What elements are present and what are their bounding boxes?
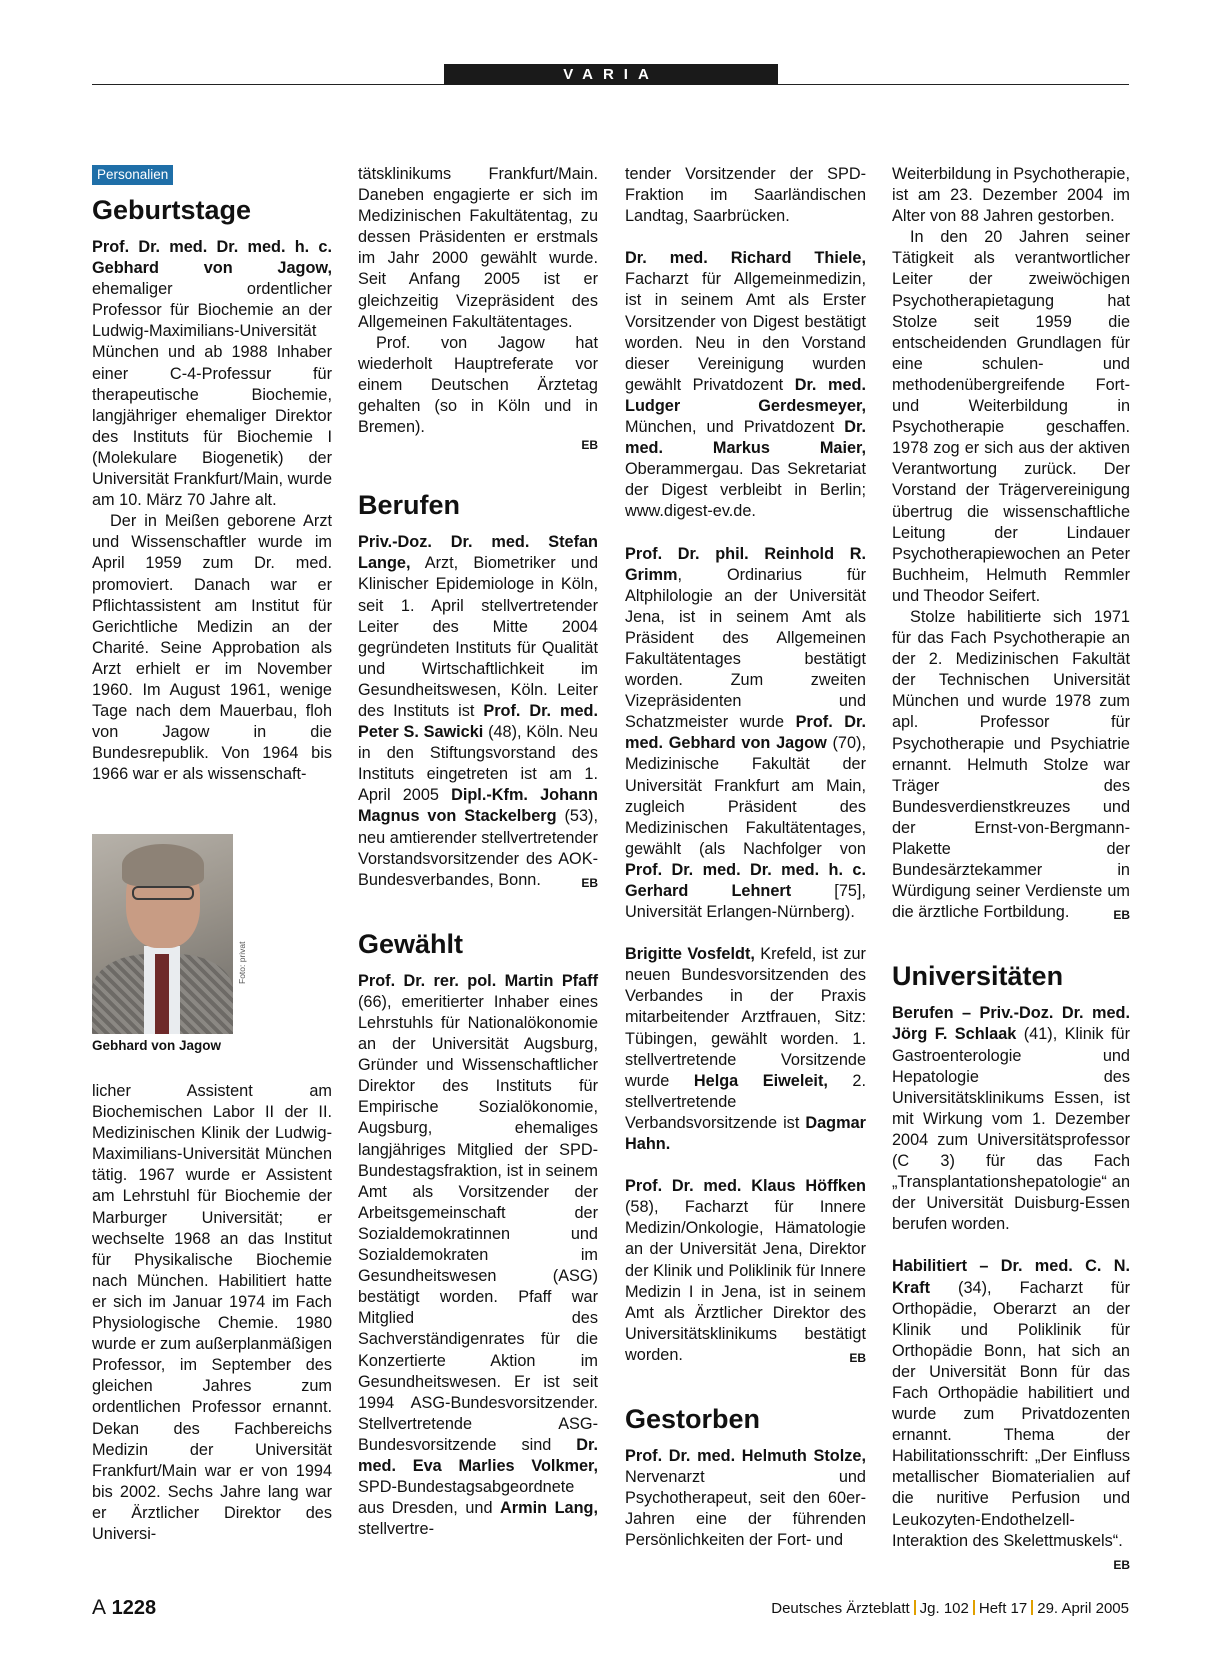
journal-date: 29. April 2005 (1037, 1600, 1129, 1617)
column-2 (358, 164, 598, 1540)
section-header-bar: VARIA (444, 64, 778, 85)
paragraph-jagow-referate: Prof. von Jagow hat wiederholt Hauptreferate vor einem Deutschen Ärztetag gehalten (so in Köln und in Bremen). (358, 333, 598, 437)
paragraph-pfaff: Prof. Dr. rer. pol. Martin Pfaff (66), emeritierter Inhaber eines Lehrstuhls für Nationalökonomie an der Universität Augsburg, Gründer und Wissenschaftlicher Direktor des Instituts für Empirische Sozialökonomie, Augsburg, ehemaliges langjähriges Mitglied der SPD-Bundestagsfraktion, ist in seinem Amt als Vorsitzender der Arbeitsgemeinschaft der Sozialdemokratinnen und Sozialdemokraten im Gesundheitswesen (ASG) bestätigt worden. Pfaff war Mitglied des Sachverständigenrates für die Konzertierte Aktion im Gesundheitswesen. Er ist seit 1994 ASG-Bundesvorsitzender. Stellvertretende ASG-Bundesvorsitzende sind Dr. med. Eva Marlies Volkmer, SPD-Bundestagsabgeordnete aus Dresden, und Armin Lang, stellvertre- (358, 971, 598, 1539)
journal-info (771, 1600, 1129, 1617)
paragraph-vosfeldt: Brigitte Vosfeldt, Krefeld, ist zur neuen Bundesvorsitzenden des Verbandes in der Praxis mitarbeitender Arztfrauen, Sitz: Tübingen, gewählt worden. 1. stellvertretende Vorsitzende wurde Helga Eiweleit, 2. stellvertretende Verbandsvorsitzende ist Dagmar Hahn. (625, 945, 866, 1154)
heading-gestorben: Gestorben (625, 1403, 761, 1434)
photo-caption: Gebhard von Jagow (92, 1038, 222, 1053)
author-initials: EB (581, 875, 598, 890)
person-name: Prof. Dr. med. Dr. med. h. c. Gebhard von Jagow, (92, 238, 332, 278)
heading-geburtstage: Geburtstage (92, 195, 252, 225)
heading-universitaeten: Universitäten (892, 961, 1064, 992)
paragraph-stolze-habil: Stolze habilitierte sich 1971 für das Fach Psychotherapie an der 2. Medizinischen Fakultät der Technischen Universität München und wurde 1978 zum apl. Professor für Psychotherapie und Psychiatrie ernannt. Helmuth Stolze war Träger des Bundesverdienstkreuzes und der Ernst-von-Bergmann-Plakette der Bundesärztekammer in Würdigung seiner Verdienste um die ärztliche Fortbildung. EB (892, 607, 1130, 923)
column-4 (892, 164, 1130, 1576)
page-prefix: A (92, 1596, 107, 1619)
paragraph-lang-cont: tender Vorsitzender der SPD-Fraktion im Saarländischen Landtag, Saarbrücken. (625, 165, 866, 226)
paragraph-hoeffken: Prof. Dr. med. Klaus Höffken (58), Facharzt für Innere Medizin/Onkologie, Hämatologie an der Universität Jena, Direktor der Klinik und Poliklinik für Innere Medizin I in Jena, ist in seinem Amt als Ärztlicher Direktor des Universitätsklinikums bestätigt worden. EB (625, 1176, 866, 1366)
paragraph-jagow-career-cont: licher Assistent am Biochemischen Labor II der II. Medizinischen Klinik der Ludwig-Maximilians-Universität München tätig. 1967 wurde er Assistent am Lehrstuhl für Biochemie der Marburger Universität; er wechselte 1968 an das Institut für Physikalische Biochemie nach München. Habilitiert hatte er sich im Januar 1974 im Fach Physiologische Chemie. 1980 wurde er zum außerplanmäßigen Professor, im September des gleichen Jahres zum ordentlichen Professor ernannt. Dekan des Fachbereichs Medizin der Universität Frankfurt/Main war er von 1994 bis 2002. Sechs Jahre lang war er Ärztlicher Direktor des Universi- (92, 1082, 332, 1543)
portrait-figure (92, 834, 247, 1053)
paragraph-jagow-cont: tätsklinikums Frankfurt/Main. Daneben engagierte er sich im Medizinischen Fakultätentag, zu dessen Präsidenten er erstmals im Jahr 2000 gewählt wurde. Seit Anfang 2005 ist er gleichzeitig Vizepräsident des Allgemeinen Fakultätentages. (358, 165, 598, 331)
journal-title: Deutsches Ärzteblatt (771, 1600, 910, 1617)
heading-gewaehlt: Gewählt (358, 928, 464, 959)
paragraph-stolze: Prof. Dr. med. Helmuth Stolze, Nervenarzt und Psychotherapeut, seit den 60er-Jahren eine der führenden Persönlichkeiten der Fort- und (625, 1446, 866, 1550)
paragraph-stolze-career: In den 20 Jahren seiner Tätigkeit als verantwortlicher Leiter der zweiwöchigen Psychotherapietagung hat Stolze seit 1959 die entscheidenden Grundlagen für eine schulen- und methodenübergreifende Fort- und Weiterbildung in Psychotherapie geschaffen. 1978 zog er sich aus der aktiven Verantwortung zurück. Der Vorstand der Trägervereinigung übertrug die wissenschaftliche Leitung der Lindauer Psychotherapiewochen an Peter Buchheim, Helmuth Remmler und Theodor Seifert. (892, 228, 1130, 605)
portrait-photo (92, 834, 233, 1034)
author-initials: EB (849, 1350, 866, 1365)
author-initials: EB (581, 438, 598, 453)
column-1 (92, 164, 332, 785)
paragraph-thiele: Dr. med. Richard Thiele, Facharzt für Allgemeinmedizin, ist in seinem Amt als Erster Vorsitzender von Digest bestätigt worden. Neu in den Vorstand dieser Vereinigung wurden gewählt Privatdozent Dr. med. Ludger Gerdesmeyer, München, und Privatdozent Dr. med. Markus Maier, Oberammergau. Das Sekretariat der Digest verbleibt in Berlin; www.digest-ev.de. (625, 249, 866, 521)
paragraph-kraft: Habilitiert – Dr. med. C. N. Kraft (34), Facharzt für Orthopädie, Oberarzt an der Klinik und Poliklinik für Orthopädie Bonn, hat sich an der Universität Bonn für das Fach Orthopädie habilitiert und wurde zum Privatdozenten ernannt. Thema der Habilitationsschrift: „Der Einfluss metallischer Biomaterialien auf die nuritive Perfusion und Leukozyten-Endothelzell-Interaktion des Skelettmuskels“. EB (892, 1256, 1130, 1551)
author-initials: EB (1113, 1557, 1130, 1572)
paragraph-grimm: Prof. Dr. phil. Reinhold R. Grimm, Ordinarius für Altphilologie an der Universität Jena, ist in seinem Amt als Präsident des Allgemeinen Fakultätentages bestätigt worden. Zum zweiten Vizepräsidenten und Schatzmeister wurde Prof. Dr. med. Gebhard von Jagow (70), Medizinische Fakultät der Universität Frankfurt am Main, zugleich Präsident des Medizinischen Fakultätentages, gewählt (als Nachfolger von Prof. Dr. med. Dr. med. h. c. Gerhard Lehnert [75], Universität Erlangen-Nürnberg). (625, 544, 866, 922)
paragraph-jagow-career: Der in Meißen geborene Arzt und Wissenschaftler wurde im April 1959 zum Dr. med. promoviert. Danach war er Pflichtassistent am Institut für Gerichtliche Medizin an der Charité. Seine Approbation als Arzt erhielt er im November 1960. Im August 1961, wenige Tage nach dem Mauerbau, floh von Jagow in die Bundesrepublik. Von 1964 bis 1966 war er als wissenschaft- (92, 512, 332, 784)
page-number-value: 1228 (111, 1597, 157, 1619)
column-1-lower (92, 1081, 332, 1545)
journal-volume: Jg. 102 (919, 1600, 969, 1617)
category-tag: Personalien (92, 165, 173, 185)
page-number (92, 1596, 156, 1620)
author-initials: EB (1113, 908, 1130, 923)
paragraph-schlaak: Berufen – Priv.-Doz. Dr. med. Jörg F. Schlaak (41), Klinik für Gastroenterologie und Hepatologie des Universitätsklinikums Essen, ist mit Wirkung vom 1. Dezember 2004 zum Universitätsprofessor (C 3) für das Fach „Transplantationshepatologie“ an der Universität Duisburg-Essen berufen worden. (892, 1004, 1130, 1234)
paragraph-lange: Priv.-Doz. Dr. med. Stefan Lange, Arzt, Biometriker und Klinischer Epidemiologe in Köln, seit 1. April stellvertretender Leiter des Mitte 2004 gegründeten Instituts für Qualität und Wirtschaftlichkeit im Gesundheitswesen, Köln. Leiter des Instituts ist Prof. Dr. med. Peter S. Sawicki (48), Köln. Neu in den Stiftungsvorstand des Instituts eingetreten ist am 1. April 2005 Dipl.-Kfm. Johann Magnus von Stackelberg (53), neu amtierender stellvertretender Vorstandsvorsitzender des AOK-Bundesverbandes, Bonn. EB (358, 532, 598, 891)
paragraph-stolze-cont: Weiterbildung in Psychotherapie, ist am 23. Dezember 2004 im Alter von 88 Jahren gestorben. (892, 165, 1130, 226)
paragraph-jagow-intro: Prof. Dr. med. Dr. med. h. c. Gebhard von Jagow, ehemaliger ordentlicher Professor für Biochemie an der Ludwig-Maximilians-Universität München und ab 1988 Inhaber einer C-4-Professur für therapeutische Biochemie, langjähriger ehemaliger Direktor des Instituts für Biochemie I (Molekulare Biogenetik) der Universität Frankfurt/Main, wurde am 10. März 70 Jahre alt. (92, 238, 332, 510)
heading-berufen: Berufen (358, 490, 461, 521)
journal-issue: Heft 17 (978, 1600, 1028, 1617)
column-3 (625, 164, 866, 1551)
photo-credit: Foto: privat (237, 941, 247, 984)
